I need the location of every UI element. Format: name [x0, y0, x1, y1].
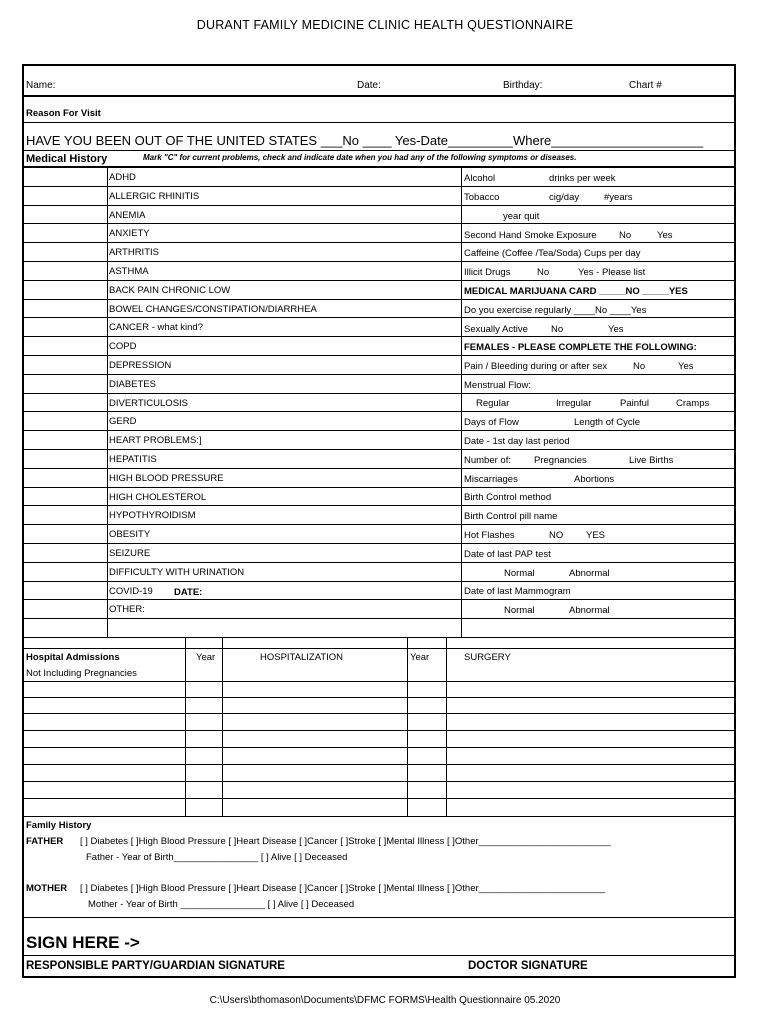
mammogram-label: Date of last Mammogram: [464, 586, 571, 597]
smoke-no-option[interactable]: No: [619, 230, 632, 241]
condition-gerd[interactable]: GERD: [109, 416, 137, 427]
mammo-abnormal-option[interactable]: Abnormal: [569, 605, 610, 616]
marijuana-card-field: MEDICAL MARIJUANA CARD _____NO _____YES: [464, 286, 688, 297]
pregnancies-label: Pregnancies: [534, 455, 587, 466]
guardian-signature-label[interactable]: RESPONSIBLE PARTY/GUARDIAN SIGNATURE: [26, 960, 285, 972]
number-of-label: Number of:: [464, 455, 511, 466]
condition-adhd[interactable]: ADHD: [109, 172, 136, 183]
hospital-year-header: Year: [196, 652, 216, 663]
travel-question: HAVE YOU BEEN OUT OF THE UNITED STATES ___No ____ Yes-Date_________Where_____________________: [26, 133, 704, 148]
pain-yes-option[interactable]: Yes: [678, 361, 694, 372]
condition-anemia[interactable]: ANEMIA: [109, 210, 146, 221]
father-birth-status[interactable]: Father - Year of Birth________________ [ ] Alive [ ] Deceased: [86, 852, 348, 863]
pap-test-label: Date of last PAP test: [464, 549, 551, 560]
name-label: Name:: [26, 80, 56, 91]
cycle-length-label: Length of Cycle: [574, 417, 641, 428]
females-heading: FEMALES - PLEASE COMPLETE THE FOLLOWING:: [464, 342, 697, 353]
condition-high-blood-pressure[interactable]: HIGH BLOOD PRESSURE: [109, 473, 224, 484]
alcohol-label: Alcohol: [464, 173, 496, 184]
pap-normal-option[interactable]: Normal: [504, 568, 535, 579]
sign-here-label: SIGN HERE ->: [26, 933, 140, 952]
date-label: Date:: [357, 80, 381, 91]
mother-conditions[interactable]: [ ] Diabetes [ ]High Blood Pressure [ ]Heart Disease [ ]Cancer [ ]Stroke [ ]Mental Illness [ ]Other________________________: [80, 883, 606, 894]
birth-control-method-label: Birth Control method: [464, 492, 552, 503]
sexual-yes-option[interactable]: Yes: [608, 324, 624, 335]
condition-seizure[interactable]: SEIZURE: [109, 548, 151, 559]
live-births-label: Live Births: [629, 455, 674, 466]
caffeine-label: Caffeine (Coffee /Tea/Soda) Cups per day: [464, 248, 641, 259]
illicit-drugs-label: Illicit Drugs: [464, 267, 511, 278]
pap-abnormal-option[interactable]: Abnormal: [569, 568, 610, 579]
tobacco-years-unit: #years: [604, 192, 633, 203]
mammo-normal-option[interactable]: Normal: [504, 605, 535, 616]
hot-flashes-label: Hot Flashes: [464, 530, 515, 541]
hospitalization-header: HOSPITALIZATION: [260, 652, 344, 663]
condition-cancer-what-kind[interactable]: CANCER - what kind?: [109, 322, 203, 333]
condition-copd[interactable]: COPD: [109, 341, 137, 352]
hot-yes-option[interactable]: YES: [586, 530, 606, 541]
condition-arthritis[interactable]: ARTHRITIS: [109, 247, 159, 258]
medical-history-heading: Medical History: [26, 153, 108, 165]
reason-for-visit-label: Reason For Visit: [26, 108, 101, 119]
page-title: DURANT FAMILY MEDICINE CLINIC HEALTH QUESTIONNAIRE: [196, 18, 574, 32]
pain-bleeding-label: Pain / Bleeding during or after sex: [464, 361, 608, 372]
condition-depression[interactable]: DEPRESSION: [109, 360, 172, 371]
birth-control-pill-label: Birth Control pill name: [464, 511, 558, 522]
surgery-year-header: Year: [410, 652, 430, 663]
pain-no-option[interactable]: No: [633, 361, 646, 372]
alcohol-unit: drinks per week: [549, 173, 616, 184]
tobacco-cig-unit: cig/day: [549, 192, 580, 203]
condition-high-cholesterol[interactable]: HIGH CHOLESTEROL: [109, 492, 207, 503]
condition-anxiety[interactable]: ANXIETY: [109, 228, 150, 239]
mother-label: MOTHER: [26, 883, 68, 894]
abortions-label: Abortions: [574, 474, 615, 485]
covid-date-label: DATE:: [174, 587, 203, 598]
condition-covid-19[interactable]: COVID-19: [109, 586, 153, 597]
cramps-option[interactable]: Cramps: [676, 398, 710, 409]
days-of-flow-label: Days of Flow: [464, 417, 519, 428]
hot-no-option[interactable]: NO: [549, 530, 564, 541]
tobacco-label: Tobacco: [464, 192, 500, 203]
chart-label: Chart #: [629, 80, 662, 91]
second-hand-smoke-label: Second Hand Smoke Exposure: [464, 230, 597, 241]
condition-obesity[interactable]: OBESITY: [109, 529, 151, 540]
sexual-no-option[interactable]: No: [551, 324, 564, 335]
mother-birth-status[interactable]: Mother - Year of Birth ________________ [ ] Alive [ ] Deceased: [88, 899, 355, 910]
file-path-footer: C:\Users\bthomason\Documents\DFMC FORMS\Health Questionnaire 05.2020: [209, 995, 561, 1006]
medical-instruction: Mark "C" for current problems, check and indicate date when you had any of the following symptoms or diseases.: [143, 153, 577, 162]
regular-option[interactable]: Regular: [476, 398, 510, 409]
painful-option[interactable]: Painful: [620, 398, 650, 409]
surgery-header: SURGERY: [464, 652, 511, 663]
drugs-yes-option[interactable]: Yes - Please list: [578, 267, 646, 278]
last-period-label: Date - 1st day last period: [464, 436, 570, 447]
irregular-option[interactable]: Irregular: [556, 398, 592, 409]
family-history-heading: Family History: [26, 820, 92, 831]
doctor-signature-label[interactable]: DOCTOR SIGNATURE: [468, 960, 588, 972]
hospital-admissions-heading: Hospital Admissions: [26, 652, 120, 663]
father-label: FATHER: [26, 836, 64, 847]
condition-diverticulosis[interactable]: DIVERTICULOSIS: [109, 398, 189, 409]
condition-bowel-changes-constipation-diarrhea[interactable]: BOWEL CHANGES/CONSTIPATION/DIARRHEA: [109, 304, 317, 315]
condition-hypothyroidism[interactable]: HYPOTHYROIDISM: [109, 510, 196, 521]
condition-heart-problems[interactable]: HEART PROBLEMS:]: [109, 435, 202, 446]
smoke-yes-option[interactable]: Yes: [657, 230, 673, 241]
condition-allergic-rhinitis[interactable]: ALLERGIC RHINITIS: [109, 191, 200, 202]
condition-diabetes[interactable]: DIABETES: [109, 379, 156, 390]
birthday-label: Birthday:: [503, 80, 543, 91]
exercise-field: Do you exercise regularly ____No ____Yes: [464, 305, 647, 316]
sexually-active-label: Sexually Active: [464, 324, 528, 335]
condition-asthma[interactable]: ASTHMA: [109, 266, 149, 277]
condition-back-pain-chronic-low[interactable]: BACK PAIN CHRONIC LOW: [109, 285, 231, 296]
condition-hepatitis[interactable]: HEPATITIS: [109, 454, 157, 465]
miscarriages-label: Miscarriages: [464, 474, 518, 485]
condition-other[interactable]: OTHER:: [109, 604, 145, 615]
year-quit-label: year quit: [503, 211, 540, 222]
hospital-admissions-subheading: Not Including Pregnancies: [26, 668, 137, 679]
menstrual-flow-label: Menstrual Flow:: [464, 380, 532, 391]
condition-difficulty-with-urination[interactable]: DIFFICULTY WITH URINATION: [109, 567, 245, 578]
drugs-no-option[interactable]: No: [537, 267, 550, 278]
father-conditions[interactable]: [ ] Diabetes [ ]High Blood Pressure [ ]Heart Disease [ ]Cancer [ ]Stroke [ ]Mental Illness [ ]Other_________________________: [80, 836, 611, 847]
